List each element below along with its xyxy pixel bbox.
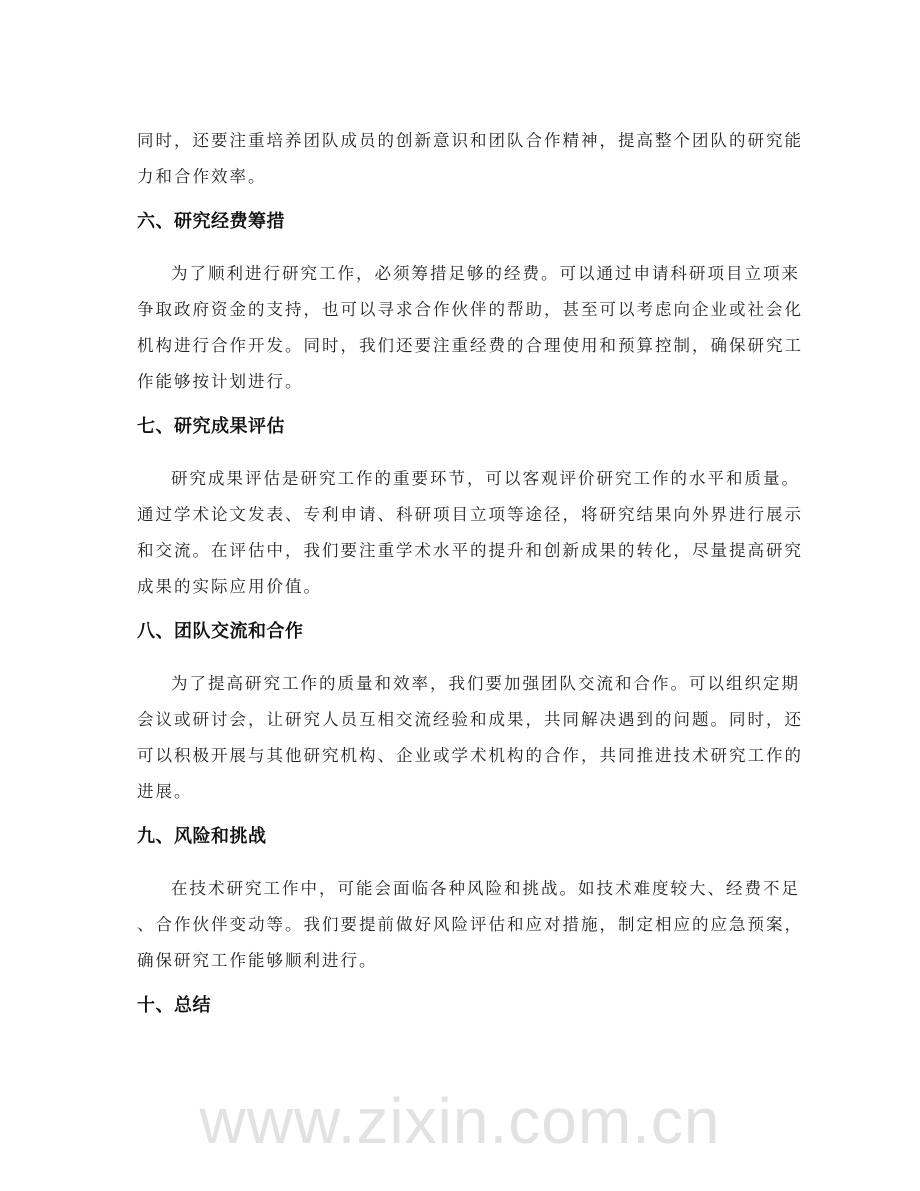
paragraph-line: 、合作伙伴变动等。我们要提前做好风险评估和应对措施，制定相应的应急预案， [137,915,803,934]
paragraph-line: 进展。 [137,782,193,801]
section-heading: 七、研究成果评估 [137,416,285,437]
paragraph-line: 同时，还要注重培养团队成员的创新意识和团队合作精神，提高整个团队的研究能 [137,131,803,150]
paragraph-line: 作能够按计划进行。 [137,372,304,391]
paragraph-line: 为了顺利进行研究工作，必须筹措足够的经费。可以通过申请科研项目立项来 [171,264,800,283]
watermark: www.zixin.com.cn [199,1085,721,1157]
paragraph-line: 会议或研讨会，让研究人员互相交流经验和成果，共同解决遇到的问题。同时，还 [137,710,803,729]
section-heading: 八、团队交流和合作 [137,621,304,642]
paragraph-line: 争取政府资金的支持，也可以寻求合作伙伴的帮助，甚至可以考虑向企业或社会化 [137,300,803,319]
paragraph-line: 通过学术论文发表、专利申请、科研项目立项等途径，将研究结果向外界进行展示 [137,505,803,524]
paragraph-line: 研究成果评估是研究工作的重要环节，可以客观评价研究工作的水平和质量。 [171,469,800,488]
section-heading: 十、总结 [137,995,211,1016]
section-heading: 九、风险和挑战 [137,826,267,847]
paragraph [137,123,803,195]
section-heading: 六、研究经费筹措 [137,211,285,232]
paragraph-line: 可以积极开展与其他研究机构、企业或学术机构的合作，共同推进技术研究工作的 [137,746,803,765]
paragraph-line: 和交流。在评估中，我们要注重学术水平的提升和创新成果的转化，尽量提高研究 [137,541,803,560]
paragraph [137,666,803,810]
paragraph-line: 为了提高研究工作的质量和效率，我们要加强团队交流和合作。可以组织定期 [171,674,800,693]
document-body [137,123,803,1040]
paragraph [137,461,803,605]
paragraph [137,871,803,979]
paragraph [137,256,803,400]
paragraph-line: 力和合作效率。 [137,167,267,186]
paragraph-line: 机构进行合作开发。同时，我们还要注重经费的合理使用和预算控制，确保研究工 [137,336,803,355]
paragraph-line: 确保研究工作能够顺利进行。 [137,951,378,970]
paragraph-line: 在技术研究工作中，可能会面临各种风险和挑战。如技术难度较大、经费不足 [171,879,800,898]
paragraph-line: 成果的实际应用价值。 [137,577,322,596]
